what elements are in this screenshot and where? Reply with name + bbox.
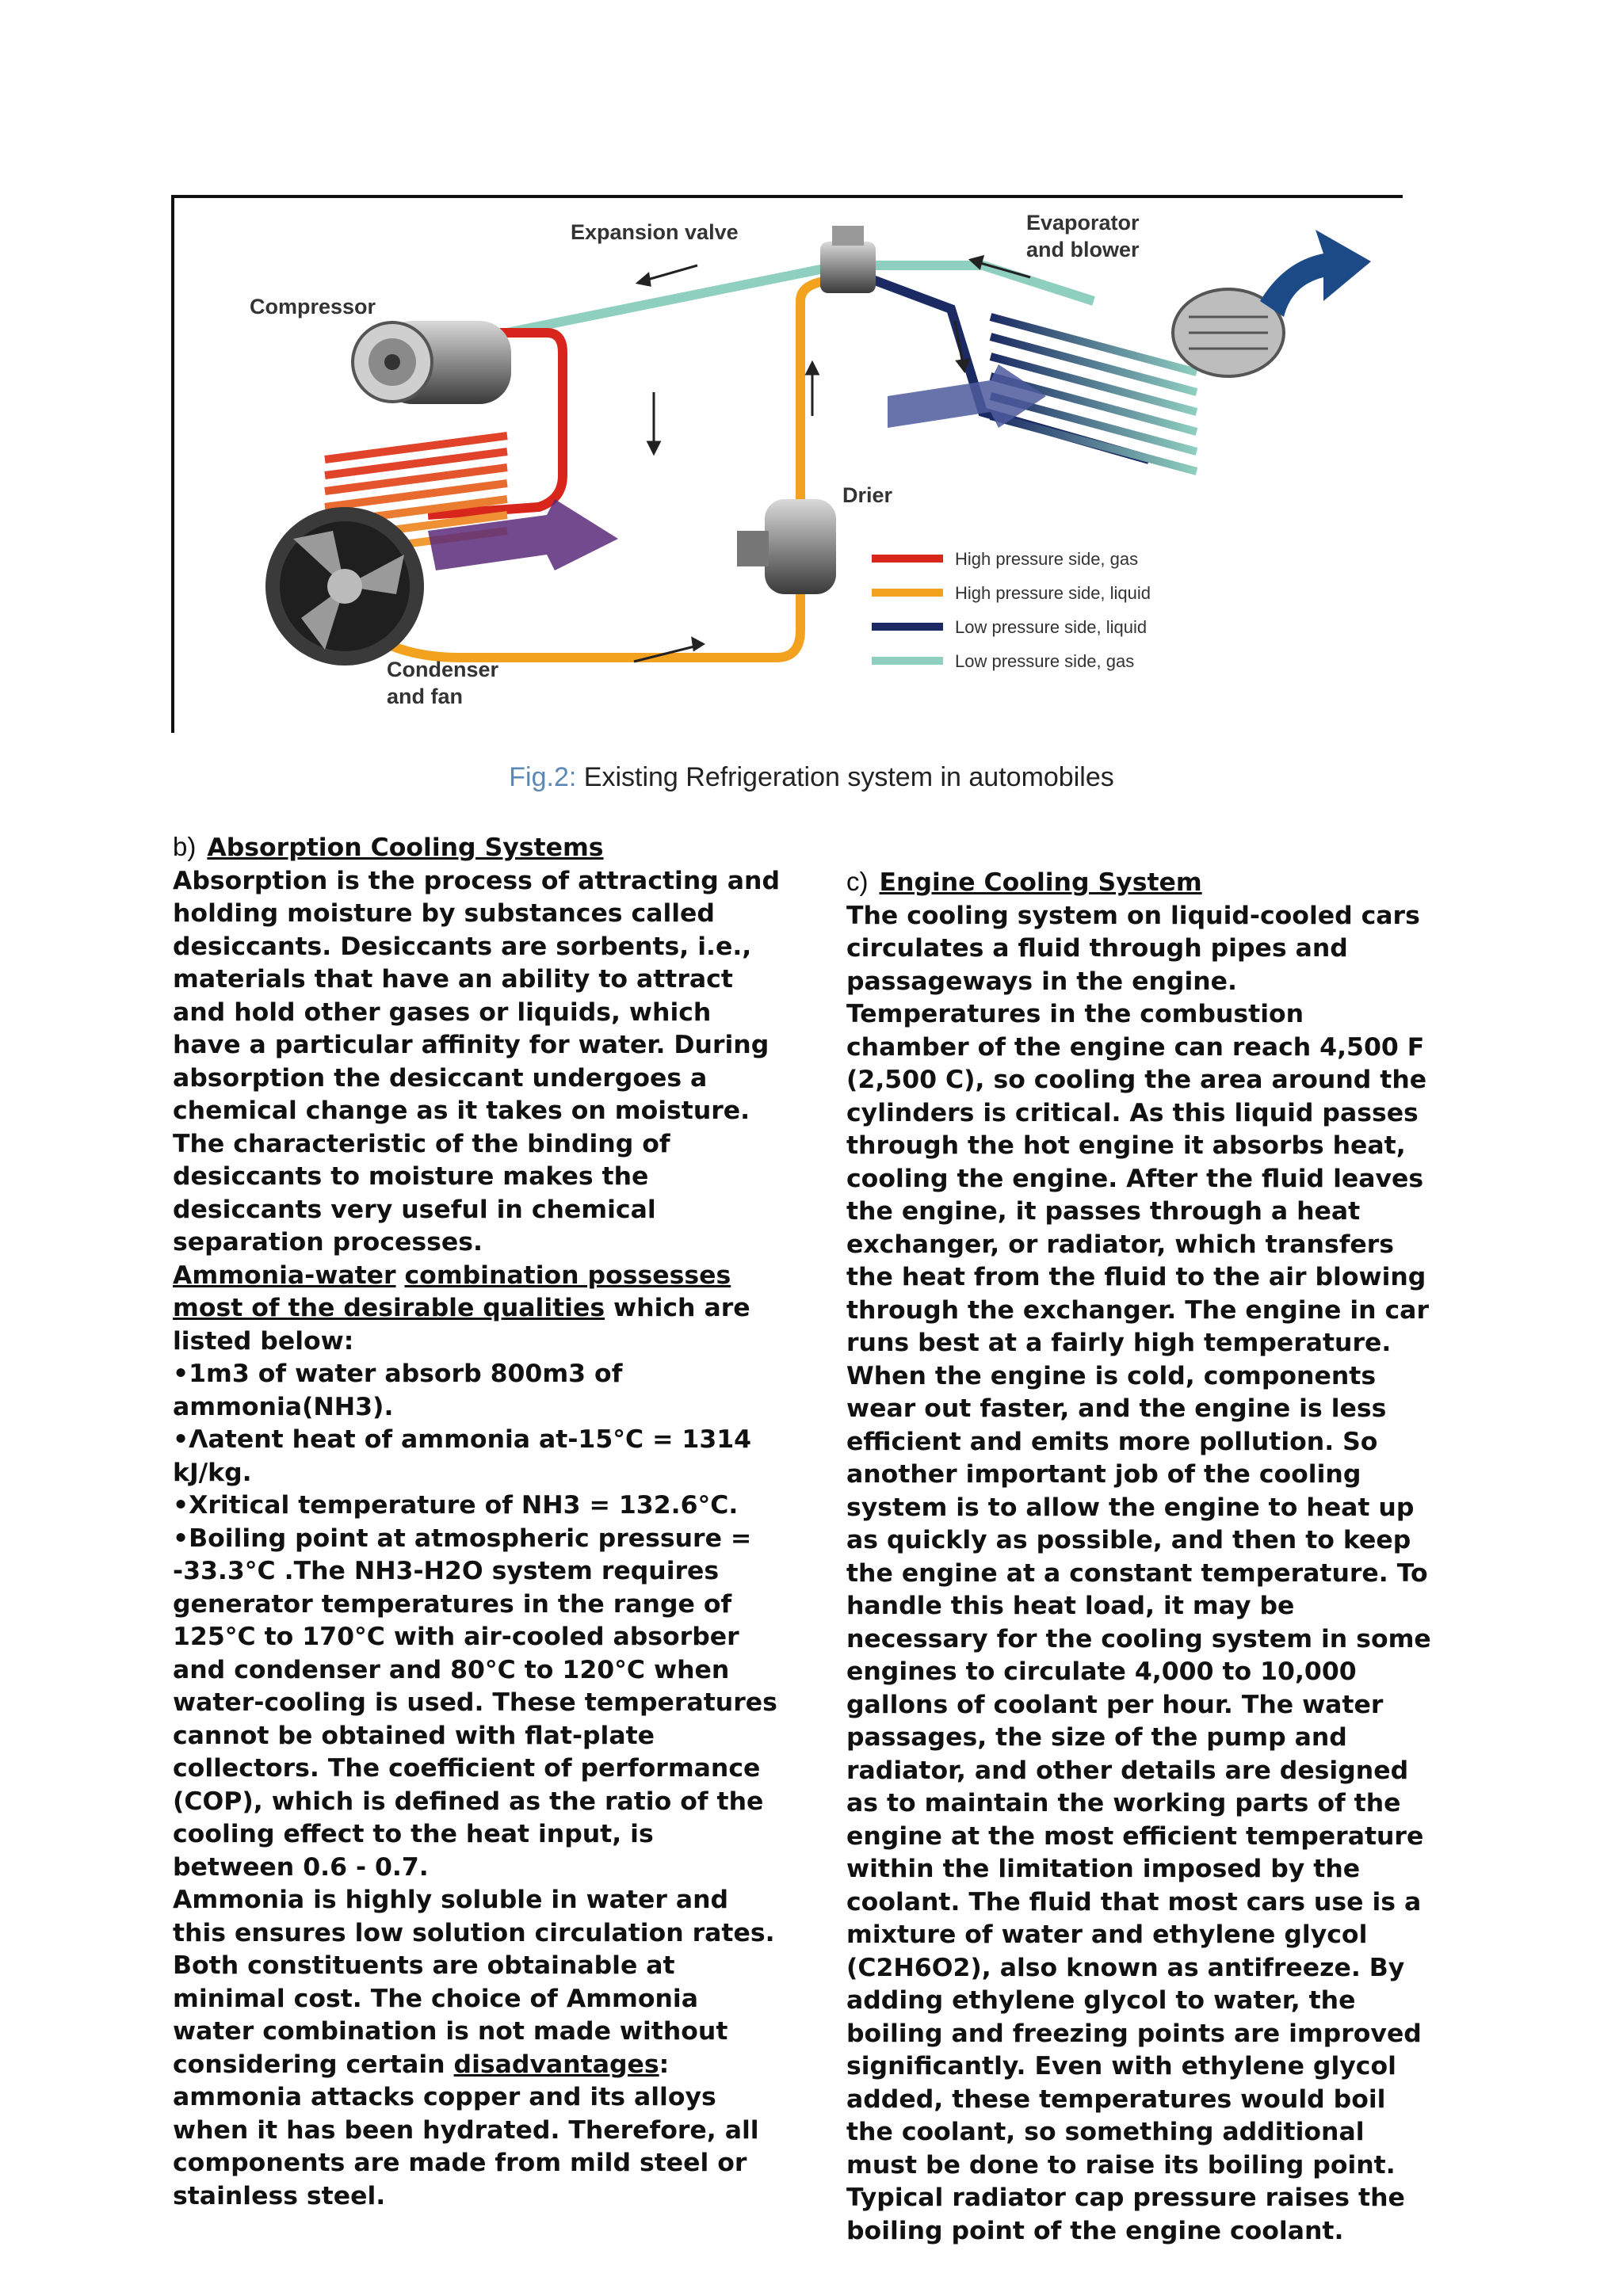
section-b-title: Absorption Cooling Systems (207, 833, 604, 862)
section-c-letter: c) (846, 867, 869, 896)
caption-label: Fig.2: (509, 762, 577, 792)
legend-swatch-lp-gas (872, 657, 943, 665)
bullet-latent-heat: •Λatent heat of ammonia at-15°C = 1314 kJ/kg. (173, 1425, 752, 1487)
legend-swatch-lp-liquid (872, 623, 943, 631)
airflow-arrow-up (1260, 230, 1371, 317)
ammonia-water-paragraph (173, 1260, 783, 1359)
label-and-fan: and fan (387, 685, 464, 708)
label-evaporator: Evaporator (1026, 211, 1140, 235)
solubility-paragraph (173, 1884, 783, 2213)
ammonia-water-term: Ammonia-water (173, 1261, 396, 1290)
label-compressor: Compressor (250, 295, 376, 318)
section-c-heading (846, 865, 1433, 900)
drier (737, 499, 836, 594)
label-expansion-valve: Expansion valve (571, 220, 739, 244)
left-column (173, 830, 783, 2213)
absorption-paragraph: Absorption is the process of attracting and holding moisture by substances called desiccants. Desiccants are sorbents, i.e., materials that have an ability to attract and hold other gases or liquids, which have a particular affinity for water. During absorption the desiccant undergoes a chemical change as it takes on moisture. The characteristic of the binding of desiccants to moisture makes the desiccants very useful in chemical separation processes. (173, 866, 781, 1257)
legend-swatch-hp-gas (872, 555, 943, 563)
label-drier: Drier (842, 483, 893, 507)
bullet-critical-temp: •Χritical temperature of NH3 = 132.6°C. (173, 1491, 739, 1520)
expansion-valve (820, 226, 876, 293)
label-condenser: Condenser (387, 658, 499, 681)
section-b-heading (173, 830, 783, 865)
cooling-paragraph-1: The cooling system on liquid-cooled cars circulates a fluid through pipes and passageways in the engine. Temperatures in the combustion chamber of the engine can reach 4,500 F (2,500 C), so cooling the area around the cylinders is critical. As this liquid passes through the hot engine it absorbs heat, cooling the engine. After the fluid leaves the engine, it passes through a heat exchanger, or radiator, which transfers (846, 901, 1427, 1259)
caption-text: Existing Refrigeration system in automobiles (583, 762, 1114, 792)
legend (872, 549, 1151, 671)
legend-label-hp-gas: High pressure side, gas (955, 549, 1139, 569)
legend-label-hp-liquid: High pressure side, liquid (955, 583, 1151, 603)
right-column (846, 865, 1433, 2248)
bullet-absorb: •1m3 of water absorb 800m3 of ammonia(NH3). (173, 1360, 623, 1421)
solubility-text: Ammonia is highly soluble in water and this ensures low solution circulation rates. Both constituents are obtainable at minimal cost. The choice of Ammonia water combination is not made without considering certain (173, 1886, 775, 2079)
desirable-qualities-phrase: combination possesses most of the desirable qualities (173, 1261, 731, 1322)
listed-below-text: which are listed below: (173, 1294, 750, 1356)
legend-label-lp-liquid: Low pressure side, liquid (955, 617, 1148, 637)
legend-swatch-hp-liquid (872, 589, 943, 597)
compressor (353, 321, 511, 404)
condenser-fan (265, 507, 424, 666)
legend-label-lp-gas: Low pressure side, gas (955, 651, 1135, 671)
label-and-blower: and blower (1026, 238, 1140, 261)
cooling-paragraph-2: the heat from the fluid to the air blowing through the exchanger. The engine in car runs best at a fairly high temperature. When the engine is cold, components wear out faster, and the engine is less efficient and emits more pollution. So another important job of the cooling system is to allow the engine to heat up as quickly as possible, and then to keep the engine at a constant temperature. To handle this heat load, it may be necessary for the cooling system in some engines to circulate 4,000 to 10,000 gallons of coolant per hour. The water passages, the size of the pump and radiator, and other details are designed as to maintain the working parts of the engine at the most efficient temperature within the limitation imposed by the coolant. The fluid that most cars use is a mixture of water and ethylene glycol (C2H6O2), also known as antifreeze. By adding ethylene glycol to water, the boiling and freezing points are improved significantly. Even with ethylene glycol added, these temperatures would boil the coolant, so something additional must be done to raise its boiling point. Typical radiator cap pressure raises the boiling point of the engine coolant. (846, 1263, 1431, 2245)
section-b-letter: b) (173, 832, 197, 861)
diagram-svg (174, 198, 1403, 733)
disadvantages-term: disadvantages (453, 2050, 659, 2079)
disadvantages-text: : ammonia attacks copper and its alloys when it has been hydrated. Therefore, all components are made from mild steel or stainless steel. (173, 2050, 759, 2210)
bullet-boiling-point: •Boiling point at atmospheric pressure = -33.3°C .The NH3-H2O system requires generator temperatures in the range of 125°C to 170°C with air-cooled absorber and condenser and 80°C to 120°C when water-cooling is used. These temperatures cannot be obtained with flat-plate collectors. The coefficient of performance (COP), which is defined as the ratio of the cooling effect to the heat input, is between 0.6 - 0.7. (173, 1524, 777, 1882)
figure-caption (0, 762, 1623, 793)
refrigeration-diagram (171, 195, 1403, 733)
section-c-title: Engine Cooling System (879, 868, 1202, 897)
